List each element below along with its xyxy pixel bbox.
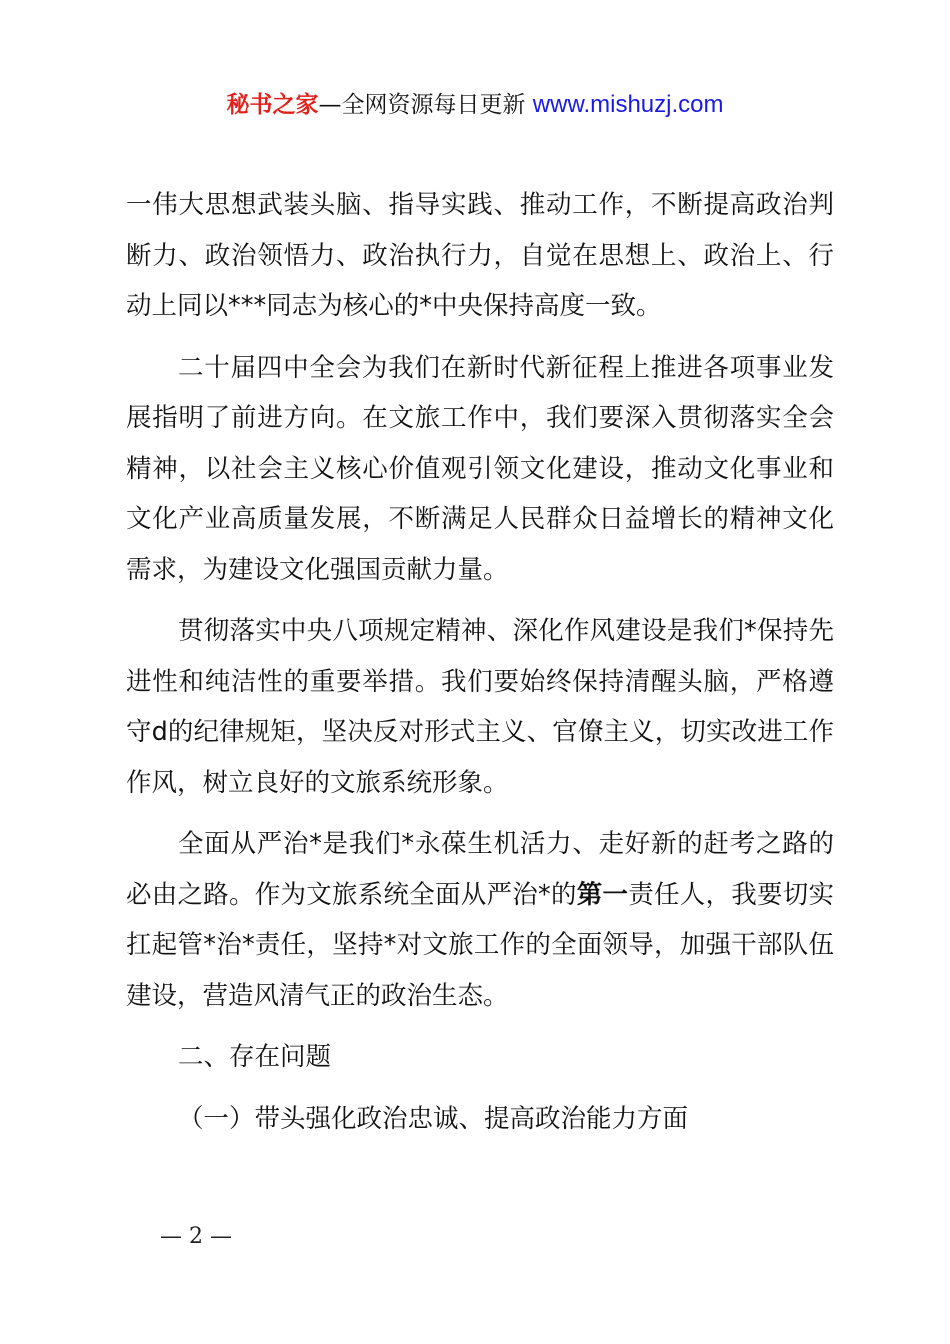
subsection-heading: （一）带头强化政治忠诚、提高政治能力方面 (178, 1103, 689, 1134)
page-number: — 2 — (160, 1224, 232, 1249)
paragraph-1: 一伟大思想武装头脑、指导实践、推动工作，不断提高政治判断力、政治领悟力、政治执行力，自觉在思想上、政治上、行动上同以***同志为核心的*中央保持高度一致。 (126, 190, 834, 321)
paragraph-2: 二十届四中全会为我们在新时代新征程上推进各项事业发展指明了前进方向。在文旅工作中，我们要深入贯彻落实全会精神，以社会主义核心价值观引领文化建设，推动文化事业和文化产业高质量发展，不断满足人民群众日益增长的精神文化需求，为建设文化强国贡献力量。 (126, 352, 834, 585)
header-url-link[interactable]: www.mishuzj.com (532, 91, 724, 118)
section-heading: 二、存在问题 (178, 1042, 332, 1072)
header-separator: — (318, 92, 342, 118)
paragraph-4-part-2: 责任人，我要切实扛起管*治*责任，坚持*对文旅工作的全面领导，加强干部队伍建设，营造风清气正的政治生态。 (126, 879, 834, 1011)
paragraph-3: 贯彻落实中央八项规定精神、深化作风建设是我们*保持先进性和纯洁性的重要举措。我们要始终保持清醒头脑，严格遵守d的纪律规矩，坚决反对形式主义、官僚主义，切实改进工作作风，树立良好的文旅系统形象。 (126, 616, 834, 798)
header-tagline: 全网资源每日更新 (341, 92, 526, 118)
brand-name: 秘书之家 (226, 92, 319, 118)
site-header (0, 88, 950, 122)
paragraph-4 (126, 819, 834, 1021)
paragraph-4-part-1: 全面从严治*是我们*永葆生机活力、走好新的赶考之路的必由之路。作为文旅系统全面从严治*的 (126, 829, 834, 910)
paragraph-4-bold: 第一 (576, 879, 629, 910)
document-body (126, 180, 834, 1144)
